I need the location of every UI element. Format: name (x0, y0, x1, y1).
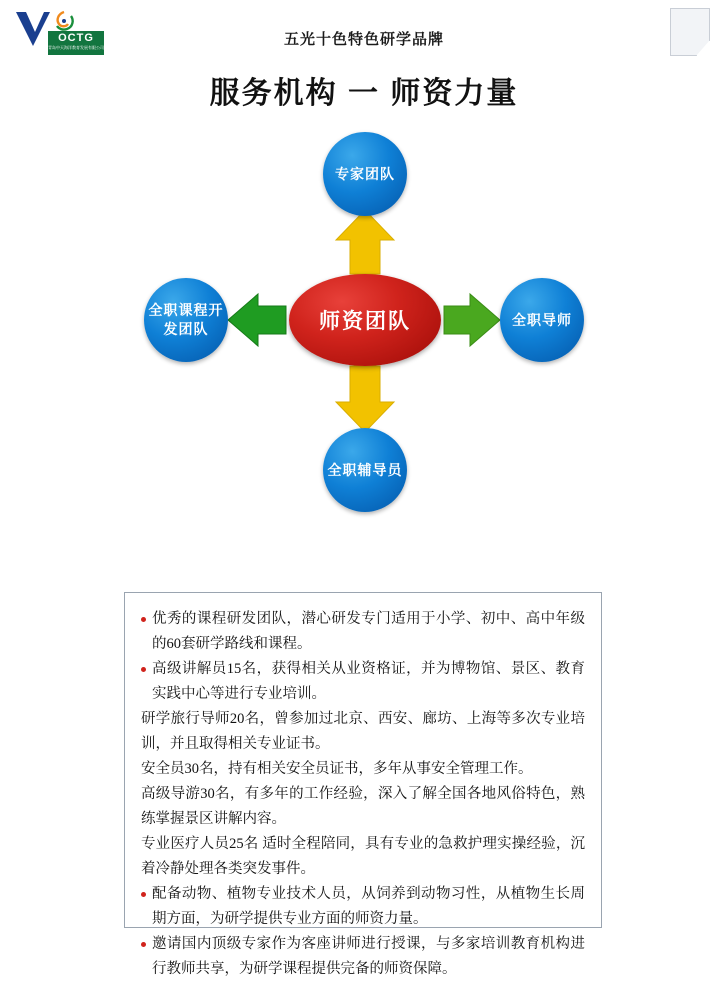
logo-wordmark-text: OCTG (58, 32, 94, 44)
arrow-up-icon (336, 210, 394, 274)
description-paragraph: 高级讲解员15名，获得相关从业资格证，并为博物馆、景区、教育实践中心等进行专业培训。 (141, 657, 585, 707)
diagram-center-node[interactable] (289, 274, 441, 366)
page-title: 服务机构 一 师资力量 (209, 77, 519, 110)
diagram-node-label: 全职辅导员 (327, 461, 403, 478)
logo-wordmark-subtext: 青岛中天海洋教育发展有限公司 (48, 45, 104, 50)
description-paragraph: 配备动物、植物专业技术人员，从饲养到动物习性，从植物生长周期方面，为研学提供专业方面的师资力量。 (141, 882, 585, 932)
description-paragraph: 优秀的课程研发团队，潜心研发专门适用于小学、初中、高中年级的60套研学路线和课程。 (141, 607, 585, 657)
diagram-node-label: 全职导师 (512, 311, 572, 328)
diagram-node-label: 全职课程开发团队 (148, 302, 224, 337)
arrow-left-icon (228, 294, 286, 346)
arrow-right-icon (444, 294, 500, 346)
diagram-node-expert-team[interactable] (323, 132, 407, 216)
diagram-node-fulltime-mentor[interactable] (500, 278, 584, 362)
description-paragraph: 安全员30名，持有相关安全员证书，多年从事安全管理工作。 (141, 761, 533, 777)
brand-line: 五光十色特色研学品牌 (283, 31, 444, 48)
description-paragraph: 专业医疗人员25名 适时全程陪同，具有专业的急救护理实操经验，沉着冷静处理各类突发事件。 (141, 836, 585, 877)
diagram-node-label: 专家团队 (335, 165, 395, 182)
diagram-node-fulltime-counselor[interactable] (323, 428, 407, 512)
arrow-down-icon (336, 366, 394, 432)
diagram-node-course-dev-team[interactable] (144, 278, 228, 362)
org-diagram (0, 120, 728, 520)
description-paragraph: 邀请国内顶级专家作为客座讲师进行授课，与多家培训教育机构进行教师共享，为研学课程提供完备的师资保障。 (141, 932, 585, 982)
faculty-description-box (124, 592, 602, 977)
description-paragraph: 研学旅行导师20名，曾参加过北京、西安、廊坊、上海等多次专业培训，并且取得相关专业证书。 (141, 711, 585, 752)
description-paragraph: 高级导游30名，有多年的工作经验，深入了解全国各地风俗特色，熟练掌握景区讲解内容。 (141, 786, 585, 827)
diagram-center-label: 师资团队 (319, 310, 411, 333)
